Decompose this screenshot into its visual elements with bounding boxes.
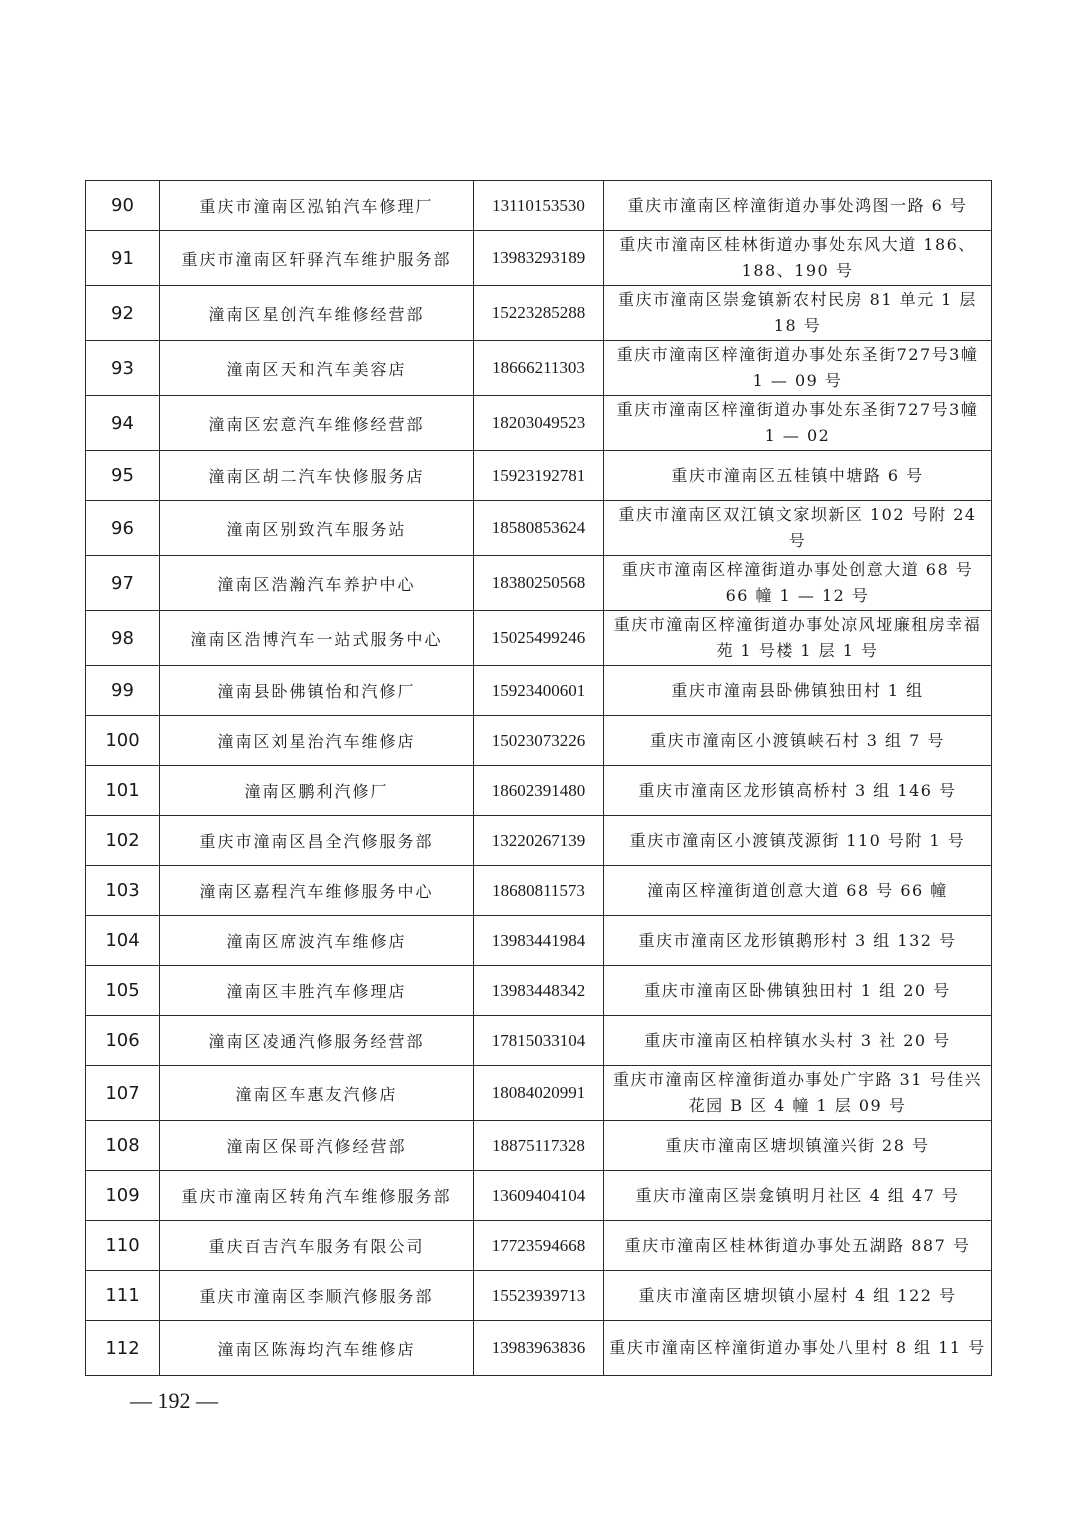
phone-cell: 18680811573 <box>474 866 604 916</box>
phone-cell: 18580853624 <box>474 501 604 556</box>
row-number-cell: 103 <box>86 866 160 916</box>
phone-cell: 18875117328 <box>474 1121 604 1171</box>
address-cell: 重庆市潼南区塘坝镇小屋村 4 组 122 号 <box>604 1271 992 1321</box>
shop-name-cell: 重庆市潼南区泓铂汽车修理厂 <box>160 181 474 231</box>
address-cell: 潼南区梓潼街道创意大道 68 号 66 幢 <box>604 866 992 916</box>
phone-cell: 18084020991 <box>474 1066 604 1121</box>
table-row <box>86 1171 992 1221</box>
row-number-cell: 100 <box>86 716 160 766</box>
address-cell: 重庆市潼南区龙形镇高桥村 3 组 146 号 <box>604 766 992 816</box>
row-number-cell: 111 <box>86 1271 160 1321</box>
table-row <box>86 501 992 556</box>
address-cell: 重庆市潼南区梓潼街道办事处鸿图一路 6 号 <box>604 181 992 231</box>
repair-shop-table <box>85 180 992 1376</box>
shop-name-cell: 潼南区别致汽车服务站 <box>160 501 474 556</box>
phone-cell: 15923192781 <box>474 451 604 501</box>
shop-name-cell: 潼南区鹏利汽修厂 <box>160 766 474 816</box>
table-row <box>86 1271 992 1321</box>
table-body <box>86 181 992 1376</box>
row-number-cell: 93 <box>86 341 160 396</box>
phone-cell: 13609404104 <box>474 1171 604 1221</box>
shop-name-cell: 潼南区陈海均汽车维修店 <box>160 1321 474 1376</box>
shop-name-cell: 重庆市潼南区转角汽车维修服务部 <box>160 1171 474 1221</box>
phone-cell: 13220267139 <box>474 816 604 866</box>
shop-name-cell: 重庆市潼南区昌全汽修服务部 <box>160 816 474 866</box>
address-cell: 重庆市潼南区塘坝镇潼兴街 28 号 <box>604 1121 992 1171</box>
address-cell: 重庆市潼南区崇龛镇新农村民房 81 单元 1 层 18 号 <box>604 286 992 341</box>
shop-name-cell: 重庆百吉汽车服务有限公司 <box>160 1221 474 1271</box>
shop-name-cell: 潼南县卧佛镇怡和汽修厂 <box>160 666 474 716</box>
address-cell: 重庆市潼南区梓潼街道办事处东圣街727号3幢 1 — 09 号 <box>604 341 992 396</box>
phone-cell: 13110153530 <box>474 181 604 231</box>
table-row <box>86 866 992 916</box>
shop-name-cell: 潼南区天和汽车美容店 <box>160 341 474 396</box>
phone-cell: 17815033104 <box>474 1016 604 1066</box>
table-row <box>86 666 992 716</box>
table-row <box>86 766 992 816</box>
shop-name-cell: 潼南区凌通汽修服务经营部 <box>160 1016 474 1066</box>
shop-name-cell: 潼南区席波汽车维修店 <box>160 916 474 966</box>
shop-name-cell: 重庆市潼南区李顺汽修服务部 <box>160 1271 474 1321</box>
table-row <box>86 286 992 341</box>
row-number-cell: 104 <box>86 916 160 966</box>
address-cell: 重庆市潼南区崇龛镇明月社区 4 组 47 号 <box>604 1171 992 1221</box>
page-number: — 192 — <box>130 1388 218 1413</box>
shop-name-cell: 潼南区胡二汽车快修服务店 <box>160 451 474 501</box>
address-cell: 重庆市潼南区桂林街道办事处东风大道 186、188、190 号 <box>604 231 992 286</box>
shop-name-cell: 潼南区宏意汽车维修经营部 <box>160 396 474 451</box>
row-number-cell: 107 <box>86 1066 160 1121</box>
shop-name-cell: 潼南区嘉程汽车维修服务中心 <box>160 866 474 916</box>
shop-name-cell: 重庆市潼南区轩驿汽车维护服务部 <box>160 231 474 286</box>
phone-cell: 15023073226 <box>474 716 604 766</box>
address-cell: 重庆市潼南区梓潼街道办事处东圣街727号3幢 1 — 02 <box>604 396 992 451</box>
row-number-cell: 92 <box>86 286 160 341</box>
phone-cell: 18380250568 <box>474 556 604 611</box>
address-cell: 重庆市潼南区小渡镇茂源街 110 号附 1 号 <box>604 816 992 866</box>
phone-cell: 15025499246 <box>474 611 604 666</box>
row-number-cell: 110 <box>86 1221 160 1271</box>
table-row <box>86 1321 992 1376</box>
row-number-cell: 97 <box>86 556 160 611</box>
phone-cell: 18203049523 <box>474 396 604 451</box>
row-number-cell: 98 <box>86 611 160 666</box>
shop-name-cell: 潼南区浩博汽车一站式服务中心 <box>160 611 474 666</box>
row-number-cell: 105 <box>86 966 160 1016</box>
row-number-cell: 106 <box>86 1016 160 1066</box>
row-number-cell: 112 <box>86 1321 160 1376</box>
phone-cell: 13983963836 <box>474 1321 604 1376</box>
table-row <box>86 1121 992 1171</box>
table-row <box>86 231 992 286</box>
row-number-cell: 101 <box>86 766 160 816</box>
address-cell: 重庆市潼南区梓潼街道办事处创意大道 68 号 66 幢 1 — 12 号 <box>604 556 992 611</box>
address-cell: 重庆市潼南区卧佛镇独田村 1 组 20 号 <box>604 966 992 1016</box>
phone-cell: 15523939713 <box>474 1271 604 1321</box>
phone-cell: 18602391480 <box>474 766 604 816</box>
shop-name-cell: 潼南区刘星治汽车维修店 <box>160 716 474 766</box>
row-number-cell: 102 <box>86 816 160 866</box>
address-cell: 重庆市潼南区梓潼街道办事处八里村 8 组 11 号 <box>604 1321 992 1376</box>
shop-name-cell: 潼南区保哥汽修经营部 <box>160 1121 474 1171</box>
address-cell: 重庆市潼南区柏梓镇水头村 3 社 20 号 <box>604 1016 992 1066</box>
phone-cell: 18666211303 <box>474 341 604 396</box>
address-cell: 重庆市潼南区龙形镇鹅形村 3 组 132 号 <box>604 916 992 966</box>
phone-cell: 13983448342 <box>474 966 604 1016</box>
phone-cell: 15923400601 <box>474 666 604 716</box>
table-row <box>86 341 992 396</box>
address-cell: 重庆市潼南区梓潼街道办事处广宇路 31 号佳兴花园 B 区 4 幢 1 层 09 号 <box>604 1066 992 1121</box>
table-row <box>86 916 992 966</box>
address-cell: 重庆市潼南县卧佛镇独田村 1 组 <box>604 666 992 716</box>
row-number-cell: 108 <box>86 1121 160 1171</box>
phone-cell: 13983441984 <box>474 916 604 966</box>
phone-cell: 15223285288 <box>474 286 604 341</box>
address-cell: 重庆市潼南区双江镇文家坝新区 102 号附 24 号 <box>604 501 992 556</box>
address-cell: 重庆市潼南区五桂镇中塘路 6 号 <box>604 451 992 501</box>
table-row <box>86 1221 992 1271</box>
row-number-cell: 91 <box>86 231 160 286</box>
row-number-cell: 95 <box>86 451 160 501</box>
row-number-cell: 99 <box>86 666 160 716</box>
table-row <box>86 816 992 866</box>
shop-name-cell: 潼南区星创汽车维修经营部 <box>160 286 474 341</box>
address-cell: 重庆市潼南区桂林街道办事处五湖路 887 号 <box>604 1221 992 1271</box>
table-row <box>86 966 992 1016</box>
shop-name-cell: 潼南区车惠友汽修店 <box>160 1066 474 1121</box>
table-row <box>86 716 992 766</box>
table-row <box>86 181 992 231</box>
phone-cell: 13983293189 <box>474 231 604 286</box>
shop-name-cell: 潼南区浩瀚汽车养护中心 <box>160 556 474 611</box>
table-row <box>86 1066 992 1121</box>
phone-cell: 17723594668 <box>474 1221 604 1271</box>
table-row <box>86 396 992 451</box>
row-number-cell: 90 <box>86 181 160 231</box>
row-number-cell: 94 <box>86 396 160 451</box>
table-row <box>86 556 992 611</box>
address-cell: 重庆市潼南区小渡镇峡石村 3 组 7 号 <box>604 716 992 766</box>
table-row <box>86 611 992 666</box>
row-number-cell: 109 <box>86 1171 160 1221</box>
table-row <box>86 451 992 501</box>
address-cell: 重庆市潼南区梓潼街道办事处凉风垭廉租房幸福苑 1 号楼 1 层 1 号 <box>604 611 992 666</box>
table-row <box>86 1016 992 1066</box>
row-number-cell: 96 <box>86 501 160 556</box>
shop-name-cell: 潼南区丰胜汽车修理店 <box>160 966 474 1016</box>
